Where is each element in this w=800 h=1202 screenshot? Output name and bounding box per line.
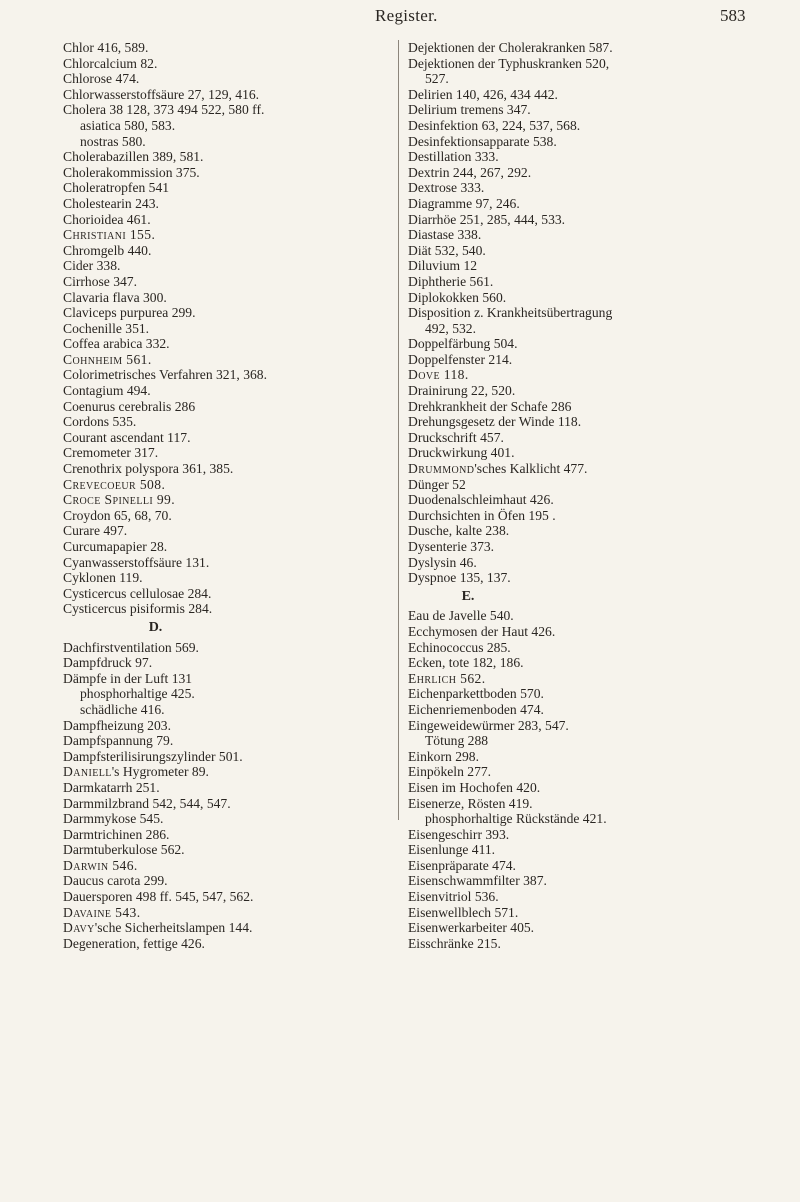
index-entry: Croydon 65, 68, 70. xyxy=(63,507,172,523)
index-entry: Ecchymosen der Haut 426. xyxy=(408,623,556,639)
index-entry: Choleratropfen 541 xyxy=(63,180,170,196)
index-entry: Coenurus cerebralis 286 xyxy=(63,398,196,414)
index-entry: Chlorcalcium 82. xyxy=(63,55,158,71)
index-entry: Darmkatarrh 251. xyxy=(63,779,160,795)
index-entry: Delirien 140, 426, 434 442. xyxy=(408,86,558,102)
index-entry: Darwin 546. xyxy=(63,857,138,873)
index-entry: Dextrose 333. xyxy=(408,180,485,196)
index-entry: Cyklonen 119. xyxy=(63,570,143,586)
index-entry: Darmtrichinen 286. xyxy=(63,826,170,842)
index-entry: 527. xyxy=(425,71,449,87)
page-header xyxy=(0,6,800,34)
index-entry: Durchsichten in Öfen 195 . xyxy=(408,507,556,523)
index-entry: Cochenille 351. xyxy=(63,320,150,336)
right-column xyxy=(408,40,778,951)
index-entry: Chlor 416, 589. xyxy=(63,40,149,55)
index-entry: Disposition z. Krankheitsübertragung xyxy=(408,305,613,321)
index-entry: Dusche, kalte 238. xyxy=(408,523,510,539)
index-entry: Drainirung 22, 520. xyxy=(408,383,516,399)
section-letter-e: E. xyxy=(461,588,475,604)
index-entry: Diastase 338. xyxy=(408,227,482,243)
index-entry: Curcumapapier 28. xyxy=(63,539,168,554)
index-entry: Eisenschwammfilter 387. xyxy=(408,873,547,889)
index-entry: Dünger 52 xyxy=(408,476,466,492)
running-title: Register. xyxy=(375,6,438,25)
index-entry: Eisenwellblech 571. xyxy=(408,904,519,920)
index-entry: Desinfektionsapparate 538. xyxy=(408,133,557,149)
index-entry: Druckwirkung 401. xyxy=(408,445,515,461)
index-entry: Dove 118. xyxy=(408,367,469,383)
index-entry: schädliche 416. xyxy=(80,701,165,717)
index-entry: Cremometer 317. xyxy=(63,445,159,461)
index-entry: Eichenparkettboden 570. xyxy=(408,686,544,702)
index-entry: Dextrin 244, 267, 292. xyxy=(408,164,532,180)
index-entry: Eisenlunge 411. xyxy=(408,842,496,858)
index-entry: Delirium tremens 347. xyxy=(408,102,531,118)
index-entry: Dysenterie 373. xyxy=(408,539,495,554)
index-entry: phosphorhaltige 425. xyxy=(80,686,195,702)
index-entry: Dampfspannung 79. xyxy=(63,733,174,749)
index-entry: asiatica 580, 583. xyxy=(80,117,176,133)
index-entry: Einpökeln 277. xyxy=(408,764,492,780)
index-entry: Cohnheim 561. xyxy=(63,351,152,367)
index-entry: Doppelfenster 214. xyxy=(408,351,513,367)
index-entry: Degeneration, fettige 426. xyxy=(63,935,205,951)
index-entry: Darmtuberkulose 562. xyxy=(63,842,185,858)
index-entry: Tötung 288 xyxy=(425,733,489,749)
column-divider xyxy=(398,40,399,820)
index-entry: Daucus carota 299. xyxy=(63,873,168,889)
entries-d xyxy=(63,640,378,952)
index-entry: Chorioidea 461. xyxy=(63,211,151,227)
index-entry: Eisenpräparate 474. xyxy=(408,857,516,873)
index-entry: Dämpfe in der Luft 131 xyxy=(63,670,193,686)
index-entry: Davaine 543. xyxy=(63,904,141,920)
index-entry: Eisenerze, Rösten 419. xyxy=(408,795,533,811)
index-entry: Dauersporen 498 ff. 545, 547, 562. xyxy=(63,889,254,905)
index-entry: Dampfheizung 203. xyxy=(63,717,171,733)
index-entry: Courant ascendant 117. xyxy=(63,429,191,445)
index-entry: nostras 580. xyxy=(80,133,146,149)
index-entry: Drummond'sches Kalklicht 477. xyxy=(408,461,588,477)
index-entry: Darmmilzbrand 542, 544, 547. xyxy=(63,795,231,811)
index-entry: Cider 338. xyxy=(63,258,121,274)
index-entry: Cirrhose 347. xyxy=(63,273,138,289)
index-entry: Dampfdruck 97. xyxy=(63,655,153,671)
entries-d-cont xyxy=(408,40,778,586)
index-entry: Eisschränke 215. xyxy=(408,935,501,951)
index-entry: Drehungsgesetz der Winde 118. xyxy=(408,414,582,430)
left-column xyxy=(63,40,378,951)
index-entry: Eisen im Hochofen 420. xyxy=(408,779,541,795)
entries-c xyxy=(63,40,378,617)
index-entry: Contagium 494. xyxy=(63,383,151,399)
index-entry: Einkorn 298. xyxy=(408,748,479,764)
index-entry: Desinfektion 63, 224, 537, 568. xyxy=(408,117,581,133)
entries-e xyxy=(408,608,778,951)
index-entry: Chromgelb 440. xyxy=(63,242,152,258)
index-entry: Diplokokken 560. xyxy=(408,289,507,305)
index-entry: Dampfsterilisirungszylinder 501. xyxy=(63,748,243,764)
index-entry: Coffea arabica 332. xyxy=(63,336,170,352)
index-entry: Colorimetrisches Verfahren 321, 368. xyxy=(63,367,267,383)
index-entry: Darmmykose 545. xyxy=(63,811,164,827)
index-entry: Dejektionen der Typhuskranken 520, xyxy=(408,55,610,71)
index-entry: Crenothrix polyspora 361, 385. xyxy=(63,461,234,477)
index-entry: Druckschrift 457. xyxy=(408,429,504,445)
index-entry: Eichenriemenboden 474. xyxy=(408,701,544,717)
index-entry: Drehkrankheit der Schafe 286 xyxy=(408,398,572,414)
index-entry: Claviceps purpurea 299. xyxy=(63,305,196,321)
index-entry: Diluvium 12 xyxy=(408,258,478,274)
index-entry: Cholerabazillen 389, 581. xyxy=(63,149,204,165)
index-entry: Davy'sche Sicherheitslampen 144. xyxy=(63,920,253,936)
index-entry: Cysticercus cellulosae 284. xyxy=(63,585,212,601)
index-entry: Dachfirstventilation 569. xyxy=(63,639,199,655)
index-entry: Clavaria flava 300. xyxy=(63,289,167,305)
index-entry: Dyslysin 46. xyxy=(408,554,477,570)
index-entry: Croce Spinelli 99. xyxy=(63,492,176,508)
index-entry: Doppelfärbung 504. xyxy=(408,336,518,352)
index-entry: Cordons 535. xyxy=(63,414,137,430)
index-entry: 492, 532. xyxy=(425,320,476,336)
index-entry: Ecken, tote 182, 186. xyxy=(408,655,524,671)
index-entry: Destillation 333. xyxy=(408,149,499,165)
index-entry: Ehrlich 562. xyxy=(408,670,486,686)
index-entry: Cysticercus pisiformis 284. xyxy=(63,601,213,617)
index-entry: Eingeweidewürmer 283, 547. xyxy=(408,717,569,733)
index-entry: Eisenvitriol 536. xyxy=(408,889,499,905)
index-entry: Diagramme 97, 246. xyxy=(408,195,520,211)
index-entry: Cholera 38 128, 373 494 522, 580 ff. xyxy=(63,102,265,118)
index-entry: Cholestearin 243. xyxy=(63,195,159,211)
index-entry: Curare 497. xyxy=(63,523,128,539)
index-entry: Cyanwasserstoffsäure 131. xyxy=(63,554,210,570)
index-entry: Eau de Javelle 540. xyxy=(408,608,514,624)
index-entry: Diphtherie 561. xyxy=(408,273,494,289)
index-entry: Cholerakommission 375. xyxy=(63,164,200,180)
index-entry: Eisenwerkarbeiter 405. xyxy=(408,920,535,936)
index-entry: Diarrhöe 251, 285, 444, 533. xyxy=(408,211,566,227)
index-entry: Dejektionen der Cholerakranken 587. xyxy=(408,40,613,55)
index-entry: Diät 532, 540. xyxy=(408,242,486,258)
index-entry: Eisengeschirr 393. xyxy=(408,826,510,842)
index-entry: Crevecoeur 508. xyxy=(63,476,166,492)
index-entry: Daniell's Hygrometer 89. xyxy=(63,764,209,780)
index-entry: Chlorose 474. xyxy=(63,71,140,87)
page-number: 583 xyxy=(720,6,746,25)
section-letter-d: D. xyxy=(148,619,163,635)
index-entry: Echinococcus 285. xyxy=(408,639,511,655)
index-entry: Chlorwasserstoffsäure 27, 129, 416. xyxy=(63,86,260,102)
index-entry: Duodenalschleimhaut 426. xyxy=(408,492,554,508)
index-entry: Dyspnoe 135, 137. xyxy=(408,570,511,586)
index-entry: phosphorhaltige Rückstände 421. xyxy=(425,811,607,827)
index-entry: Christiani 155. xyxy=(63,227,156,243)
